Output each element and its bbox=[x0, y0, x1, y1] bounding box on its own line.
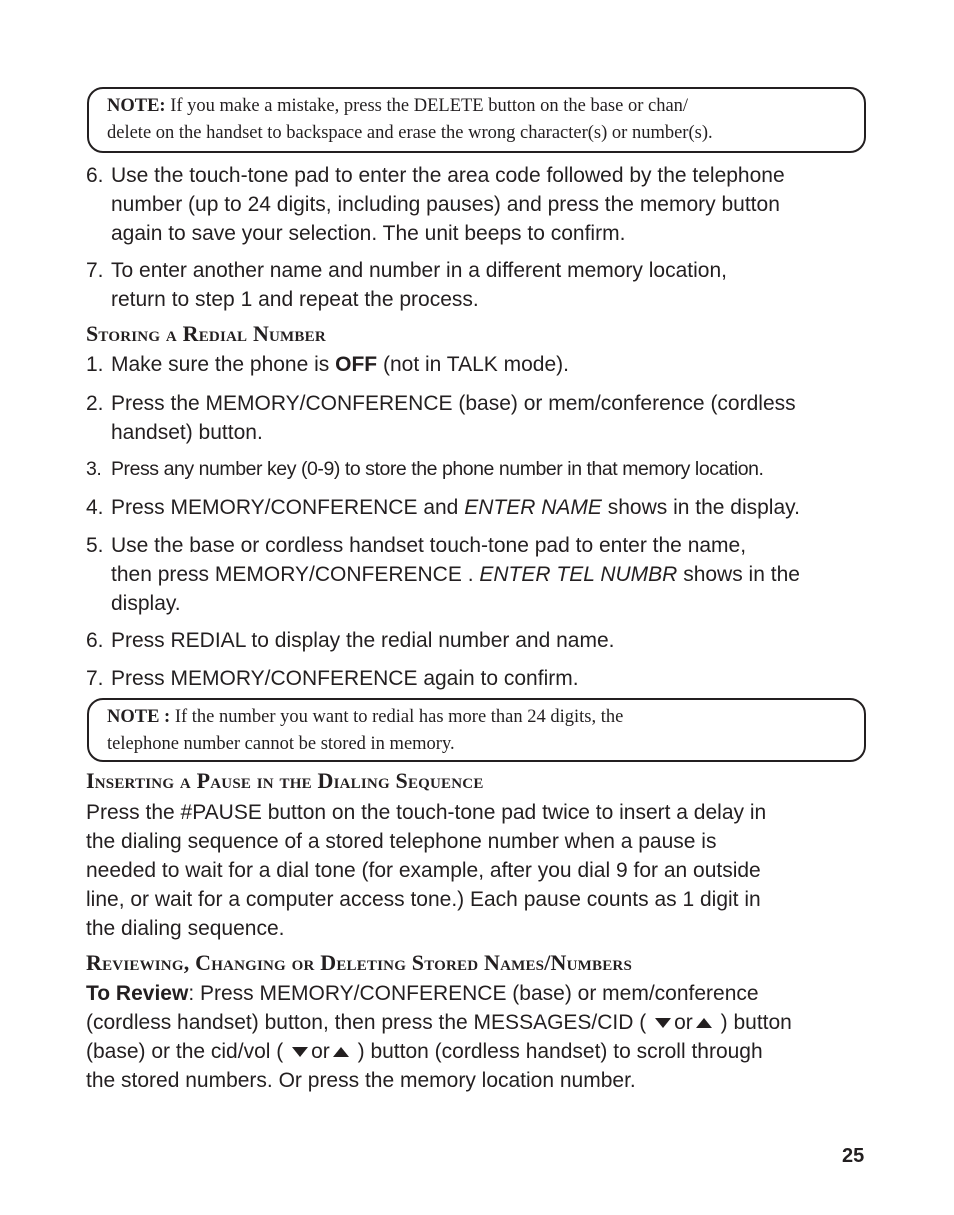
paragraph-text: ) button bbox=[720, 1011, 792, 1034]
paragraph-line: the stored numbers. Or press the memory location number. bbox=[86, 1069, 636, 1092]
list-item-redial-6 bbox=[86, 626, 876, 655]
step-text: Use the base or cordless handset touch-tone pad to enter the name, bbox=[111, 534, 747, 557]
paragraph-text: (cordless handset) button, then press the MESSAGES/CID ( bbox=[86, 1011, 647, 1034]
up-arrow-icon bbox=[333, 1047, 349, 1057]
down-arrow-icon bbox=[292, 1047, 308, 1057]
note-box-24-digits bbox=[87, 698, 866, 762]
step-text: handset) button. bbox=[111, 421, 263, 444]
step-text: Press the MEMORY/CONFERENCE (base) or mem/conference (cordless bbox=[111, 392, 796, 415]
section-heading-reviewing: Reviewing, Changing or Deleting Stored Names/Numbers bbox=[86, 950, 632, 975]
list-item-redial-7 bbox=[86, 664, 876, 693]
paragraph-text: ) button (cordless handset) to scroll through bbox=[357, 1040, 763, 1063]
note-box-mistake bbox=[87, 87, 866, 153]
display-text: ENTER TEL NUMBR bbox=[479, 563, 678, 586]
paragraph-text: : Press MEMORY/CONFERENCE (base) or mem/conference bbox=[188, 982, 759, 1005]
section-heading-inserting-pause: Inserting a Pause in the Dialing Sequence bbox=[86, 768, 484, 793]
paragraph-text: (base) or the cid/vol ( bbox=[86, 1040, 284, 1063]
review-label: To Review bbox=[86, 982, 189, 1005]
note-text: delete on the handset to backspace and erase the wrong character(s) or number(s). bbox=[107, 123, 713, 143]
step-text: then press MEMORY/CONFERENCE . bbox=[111, 563, 480, 586]
pause-paragraph bbox=[86, 798, 876, 943]
step-text: again to save your selection. The unit beeps to confirm. bbox=[111, 222, 626, 245]
list-item-redial-3 bbox=[86, 455, 876, 484]
step-text: return to step 1 and repeat the process. bbox=[111, 288, 479, 311]
step-text: display. bbox=[111, 592, 181, 615]
step-text: Press MEMORY/CONFERENCE and bbox=[111, 496, 465, 519]
review-paragraph bbox=[86, 979, 876, 1095]
step-text: To enter another name and number in a different memory location, bbox=[111, 259, 727, 282]
list-item-redial-2 bbox=[86, 389, 876, 447]
step-text: number (up to 24 digits, including pauses) and press the memory button bbox=[111, 193, 780, 216]
step-number: 6. bbox=[86, 629, 104, 652]
down-arrow-icon bbox=[655, 1018, 671, 1028]
step-number: 4. bbox=[86, 496, 104, 519]
list-item-redial-5 bbox=[86, 531, 876, 618]
list-item-step-6 bbox=[86, 161, 876, 248]
paragraph-line: Press the #PAUSE button on the touch-tone pad twice to insert a delay in bbox=[86, 801, 767, 824]
step-text: shows in the display. bbox=[601, 496, 800, 519]
step-text: (not in TALK mode). bbox=[377, 353, 569, 376]
off-keyword: OFF bbox=[335, 353, 378, 376]
paragraph-line: line, or wait for a computer access tone.) Each pause counts as 1 digit in bbox=[86, 888, 761, 911]
list-item-redial-1 bbox=[86, 350, 876, 379]
note-label: NOTE: bbox=[107, 96, 166, 116]
paragraph-line: needed to wait for a dial tone (for example, after you dial 9 for an outside bbox=[86, 859, 761, 882]
step-text: Press any number key (0-9) to store the phone number in that memory location. bbox=[111, 458, 764, 480]
step-number: 3. bbox=[86, 458, 102, 480]
page-number: 25 bbox=[842, 1145, 865, 1167]
paragraph-line: the dialing sequence. bbox=[86, 917, 285, 940]
paragraph-line: the dialing sequence of a stored telephone number when a pause is bbox=[86, 830, 717, 853]
step-text: Press MEMORY/CONFERENCE again to confirm. bbox=[111, 667, 579, 690]
step-text: Use the touch-tone pad to enter the area code followed by the telephone bbox=[111, 164, 785, 187]
or-text: or bbox=[674, 1011, 693, 1034]
or-text: or bbox=[311, 1040, 330, 1063]
note-text: telephone number cannot be stored in memory. bbox=[107, 734, 455, 754]
note-label: NOTE : bbox=[107, 707, 171, 727]
up-arrow-icon bbox=[696, 1018, 712, 1028]
step-number: 7. bbox=[86, 259, 104, 282]
display-text: ENTER NAME bbox=[464, 496, 602, 519]
section-heading-storing-redial: Storing a Redial Number bbox=[86, 321, 326, 346]
step-text: Press REDIAL to display the redial number and name. bbox=[111, 629, 615, 652]
list-item-step-7 bbox=[86, 256, 876, 314]
step-number: 5. bbox=[86, 534, 104, 557]
step-number: 6. bbox=[86, 164, 104, 187]
note-text: If you make a mistake, press the DELETE button on the base or chan/ bbox=[165, 96, 689, 116]
step-number: 1. bbox=[86, 353, 104, 376]
step-number: 7. bbox=[86, 667, 104, 690]
list-item-redial-4 bbox=[86, 493, 876, 522]
note-text: If the number you want to redial has more than 24 digits, the bbox=[170, 707, 624, 727]
step-text: shows in the bbox=[677, 563, 800, 586]
step-text: Make sure the phone is bbox=[111, 353, 336, 376]
step-number: 2. bbox=[86, 392, 104, 415]
